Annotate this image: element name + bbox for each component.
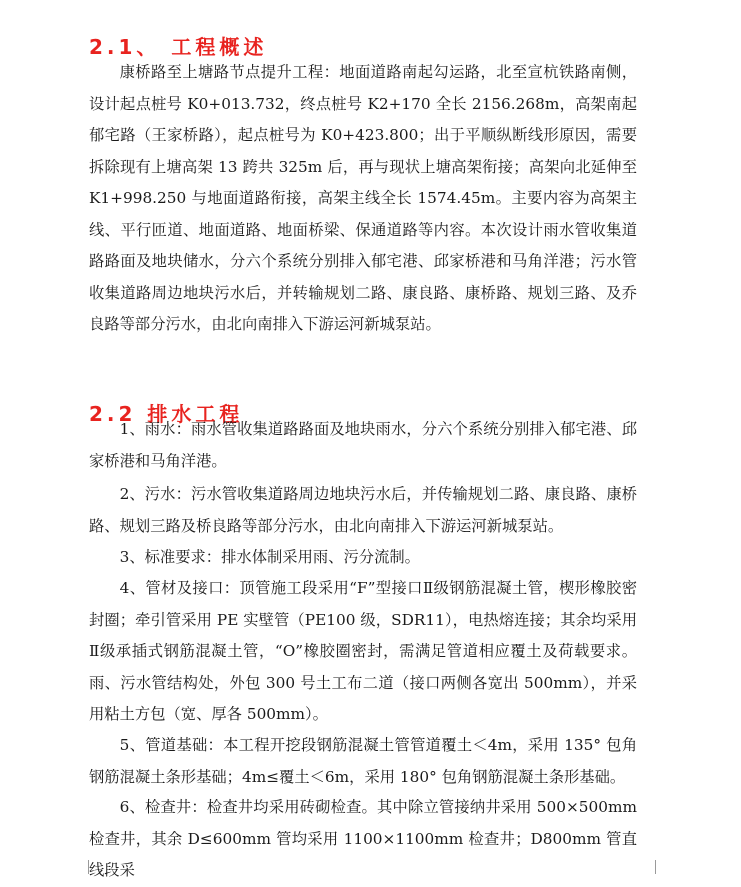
drainage-item-pipe-foundation: 5、管道基础：本工程开挖段钢筋混凝土管管道覆土＜4m，采用 135° 包角钢筋混凝土条形基础；4m≤覆土＜6m，采用 180° 包角钢筋混凝土条形基础。 — [89, 736, 637, 786]
page-margin-mark-right — [655, 860, 676, 874]
drainage-item-sewage: 2、污水：污水管收集道路周边地块污水后，并传输规划二路、康良路、康桥路、规划三路及桥良路等部分污水，由北向南排入下游运河新城泵站。 — [89, 485, 637, 535]
drainage-item-rainwater: 1、雨水：雨水管收集道路路面及地块雨水，分六个系统分别排入郁宅港、邱家桥港和马角洋港。 — [89, 420, 637, 470]
drainage-item-standard: 3、标准要求：排水体制采用雨、污分流制。 — [119, 548, 420, 566]
section-heading-overview: 2.1、 工程概述 — [89, 34, 268, 59]
page-margin-mark-left — [68, 860, 89, 874]
section-heading-drainage: 2.2 排水工程 — [89, 401, 244, 426]
drainage-item-pipe-material: 4、管材及接口：顶管施工段采用“F”型接口Ⅱ级钢筋混凝土管，楔形橡胶密封圈；牵引管采用 PE 实壁管（PE100 级，SDR11），电热熔连接；其余均采用Ⅱ级承插式钢筋混凝土管，“O”橡胶圈密封，需满足管道相应覆土及荷载要求。雨、污水管结构处，外包 300 号土工布二道（接口两侧各宽出 500mm），并采用粘土方包（宽、厚各 500mm）。 — [89, 579, 637, 723]
drainage-item-inspection-well: 6、检查井：检查井均采用砖砌检查。其中除立管接纳井采用 500×500mm 检查井，其余 D≤600mm 管均采用 1100×1100mm 检查井；D800mm 管直线段采 — [89, 798, 637, 879]
overview-paragraph: 康桥路至上塘路节点提升工程：地面道路南起勾运路，北至宣杭铁路南侧，设计起点桩号 K0+013.732，终点桩号 K2+170 全长 2156.268m，高架南起郁宅路（王家桥路），起点桩号为 K0+423.800；出于平顺纵断线形原因，需要拆除现有上塘高架 13 跨共 325m 后，再与现状上塘高架衔接；高架向北延伸至 K1+998.250 与地面道路衔接，高架主线全长 1574.45m。主要内容为高架主线、平行匝道、地面道路、地面桥梁、保通道路等内容。本次设计雨水管收集道路路面及地块储水，分六个系统分别排入郁宅港、邱家桥港和马角洋港；污水管收集道路周边地块污水后，并转输规划二路、康良路、康桥路、规划三路、及乔良路等部分污水，由北向南排入下游运河新城泵站。 — [89, 63, 637, 333]
